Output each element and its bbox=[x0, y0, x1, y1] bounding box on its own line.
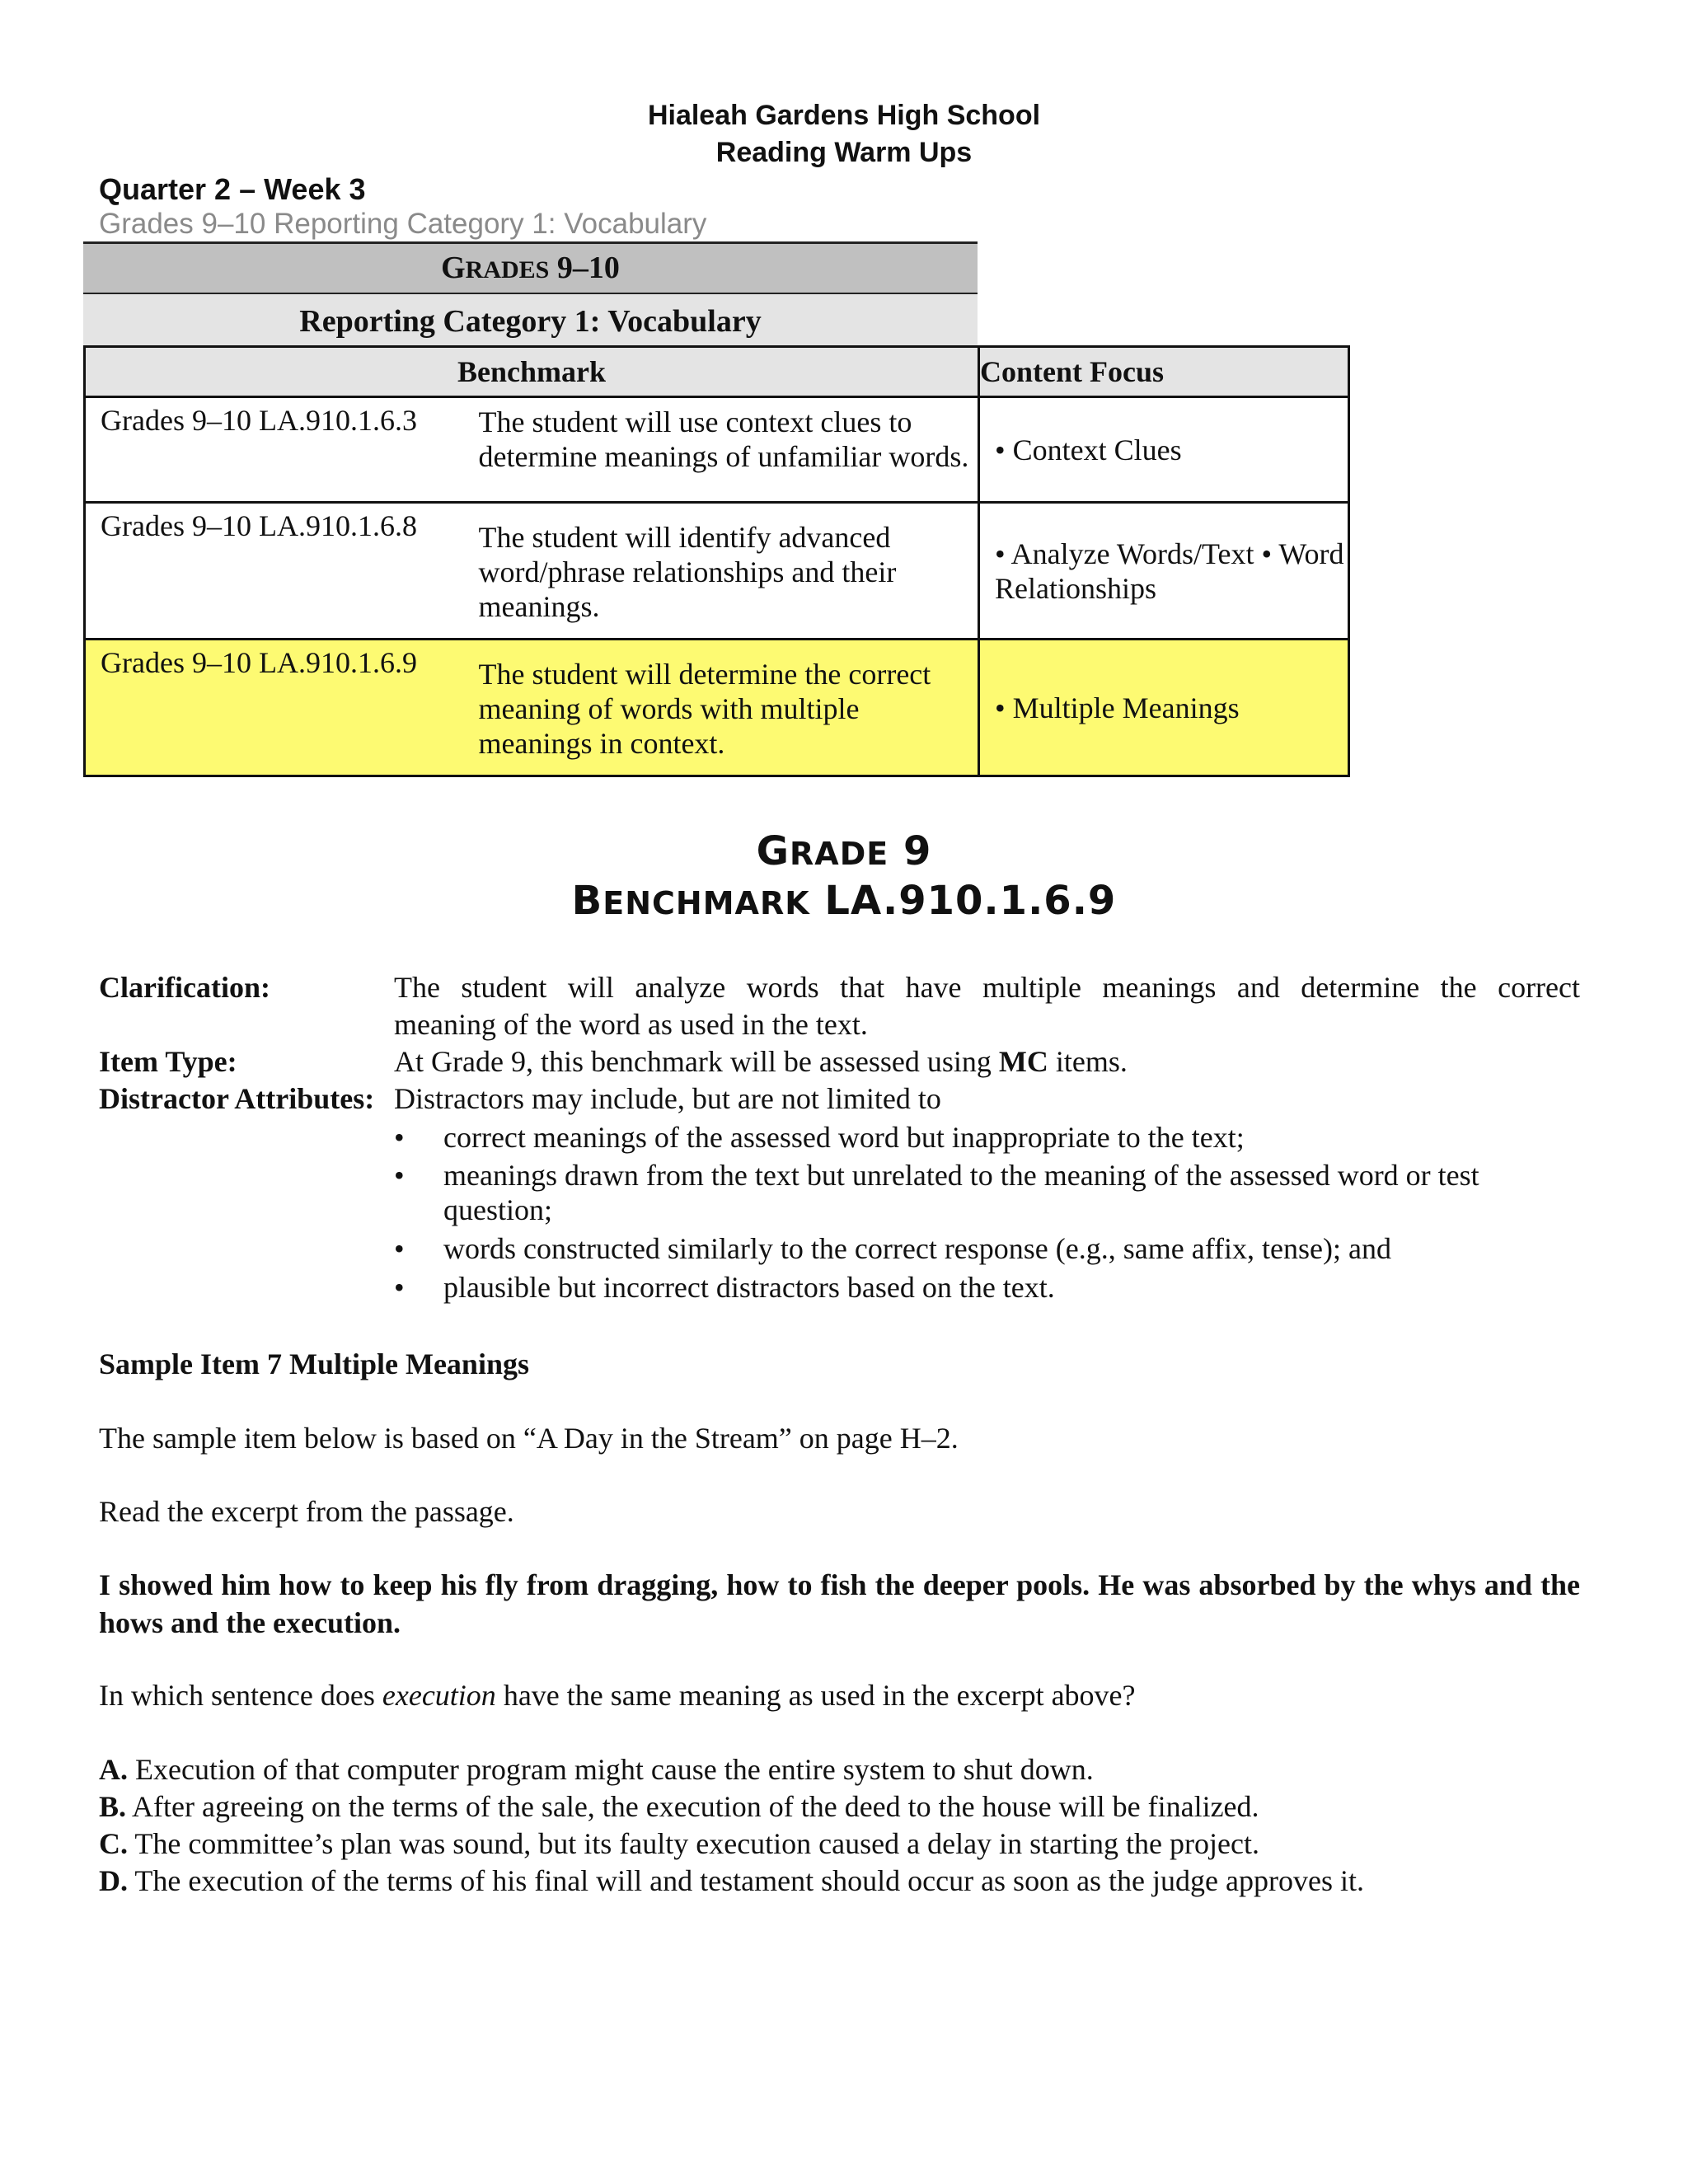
item-type-text-start: At Grade 9, this benchmark will be assessed using bbox=[394, 1045, 999, 1078]
sample-item-title: Sample Item 7 Multiple Meanings bbox=[99, 1347, 529, 1380]
benchmark-grade-cell: Grades 9–10 LA.910.1.6.3 bbox=[85, 397, 467, 503]
grade-heading-initial: G bbox=[756, 828, 790, 874]
grade-heading-number: 9 bbox=[903, 828, 932, 874]
answer-option-a bbox=[99, 1750, 1580, 1788]
option-letter: D. bbox=[99, 1864, 128, 1897]
bullet-icon: • bbox=[394, 1232, 405, 1265]
option-text: Execution of that computer program might cause the entire system to shut down. bbox=[128, 1753, 1094, 1786]
content-focus-column-header: Content Focus bbox=[979, 347, 1349, 397]
question-word: execution bbox=[382, 1679, 496, 1712]
benchmark-table bbox=[83, 345, 1350, 777]
distractor-bullet-continued: question; bbox=[443, 1193, 552, 1226]
category-header: Reporting Category 1: Vocabulary bbox=[83, 294, 978, 346]
grades-header-smallcaps: RADES bbox=[465, 256, 550, 284]
clarification-label: Clarification: bbox=[99, 971, 270, 1004]
option-text: After agreeing on the terms of the sale, the execution of the deed to the house will be finalized. bbox=[126, 1790, 1259, 1823]
sample-question bbox=[99, 1676, 1580, 1714]
clarification-text-line1: The student will analyze words that have multiple meanings and determine the correct bbox=[394, 971, 1580, 1004]
category-caption: Grades 9–10 Reporting Category 1: Vocabulary bbox=[99, 208, 707, 240]
sample-based-on: The sample item below is based on “A Day in the Stream” on page H–2. bbox=[99, 1422, 959, 1455]
item-type-text-end: items. bbox=[1048, 1045, 1128, 1078]
option-letter: A. bbox=[99, 1753, 128, 1786]
grades-header-number: 9–10 bbox=[556, 251, 620, 285]
item-type-text bbox=[394, 1043, 1128, 1080]
question-text-start: In which sentence does bbox=[99, 1679, 382, 1712]
benchmark-grade-cell: Grades 9–10 LA.910.1.6.9 bbox=[85, 640, 467, 776]
benchmark-description-cell: The student will determine the correct meaning of words with multiple meanings in context. bbox=[467, 640, 979, 776]
benchmark-column-header: Benchmark bbox=[85, 347, 979, 397]
option-letter: C. bbox=[99, 1827, 128, 1860]
content-focus-cell: • Multiple Meanings bbox=[979, 640, 1349, 776]
answer-option-c bbox=[99, 1825, 1580, 1863]
table-header-row bbox=[85, 347, 1349, 397]
benchmark-heading-code: LA.910.1.6.9 bbox=[824, 878, 1117, 924]
grades-header-initial: G bbox=[441, 251, 466, 285]
distractor-bullet: correct meanings of the assessed word but inappropriate to the text; bbox=[443, 1121, 1245, 1154]
answer-option-d bbox=[99, 1862, 1580, 1900]
school-name: Hialeah Gardens High School bbox=[647, 100, 1041, 131]
benchmark-grade-cell: Grades 9–10 LA.910.1.6.8 bbox=[85, 503, 467, 640]
bullet-icon: • bbox=[394, 1271, 405, 1304]
distractor-bullet: plausible but incorrect distractors based on the text. bbox=[443, 1271, 1055, 1304]
grade-heading bbox=[0, 827, 1688, 878]
question-text-end: have the same meaning as used in the excerpt above? bbox=[495, 1679, 1136, 1712]
content-focus-cell: • Analyze Words/Text • Word Relationships bbox=[979, 503, 1349, 640]
page-subtitle: Reading Warm Ups bbox=[715, 137, 973, 168]
bullet-icon: • bbox=[394, 1159, 405, 1192]
sample-excerpt: I showed him how to keep his fly from dragging, how to fish the deeper pools. He was absorbed by the whys and the hows and the execution. bbox=[99, 1568, 1580, 1639]
option-letter: B. bbox=[99, 1790, 127, 1823]
item-type-mc: MC bbox=[998, 1045, 1048, 1078]
benchmark-heading-smallcaps: ENCHMARK bbox=[603, 885, 810, 921]
distractor-bullet: meanings drawn from the text but unrelated to the meaning of the assessed word or test bbox=[443, 1159, 1479, 1192]
sample-read-instruction: Read the excerpt from the passage. bbox=[99, 1495, 514, 1528]
table-row bbox=[85, 397, 1349, 503]
option-text: The committee’s plan was sound, but its faulty execution caused a delay in starting the project. bbox=[128, 1827, 1259, 1860]
table-row-highlighted bbox=[85, 640, 1349, 776]
distractor-attributes-label: Distractor Attributes: bbox=[99, 1082, 375, 1115]
benchmark-heading bbox=[0, 877, 1688, 927]
quarter-week: Quarter 2 – Week 3 bbox=[99, 172, 366, 206]
clarification-text-line2: meaning of the word as used in the text. bbox=[394, 1008, 868, 1041]
benchmark-description-cell: The student will use context clues to determine meanings of unfamiliar words. bbox=[467, 397, 979, 503]
item-type-label: Item Type: bbox=[99, 1045, 237, 1078]
distractor-bullet: words constructed similarly to the correct response (e.g., same affix, tense); and bbox=[443, 1232, 1391, 1265]
table-row bbox=[85, 503, 1349, 640]
benchmark-heading-initial: B bbox=[571, 878, 603, 924]
distractor-intro: Distractors may include, but are not limited to bbox=[394, 1082, 941, 1115]
option-text: The execution of the terms of his final will and testament should occur as soon as the judge approves it. bbox=[128, 1864, 1364, 1897]
benchmark-description-cell: The student will identify advanced word/phrase relationships and their meanings. bbox=[467, 503, 979, 640]
grade-heading-smallcaps: RADE bbox=[790, 836, 889, 872]
bullet-icon: • bbox=[394, 1121, 405, 1154]
grades-header bbox=[83, 241, 978, 294]
content-focus-cell: • Context Clues bbox=[979, 397, 1349, 503]
answer-option-b bbox=[99, 1788, 1580, 1825]
